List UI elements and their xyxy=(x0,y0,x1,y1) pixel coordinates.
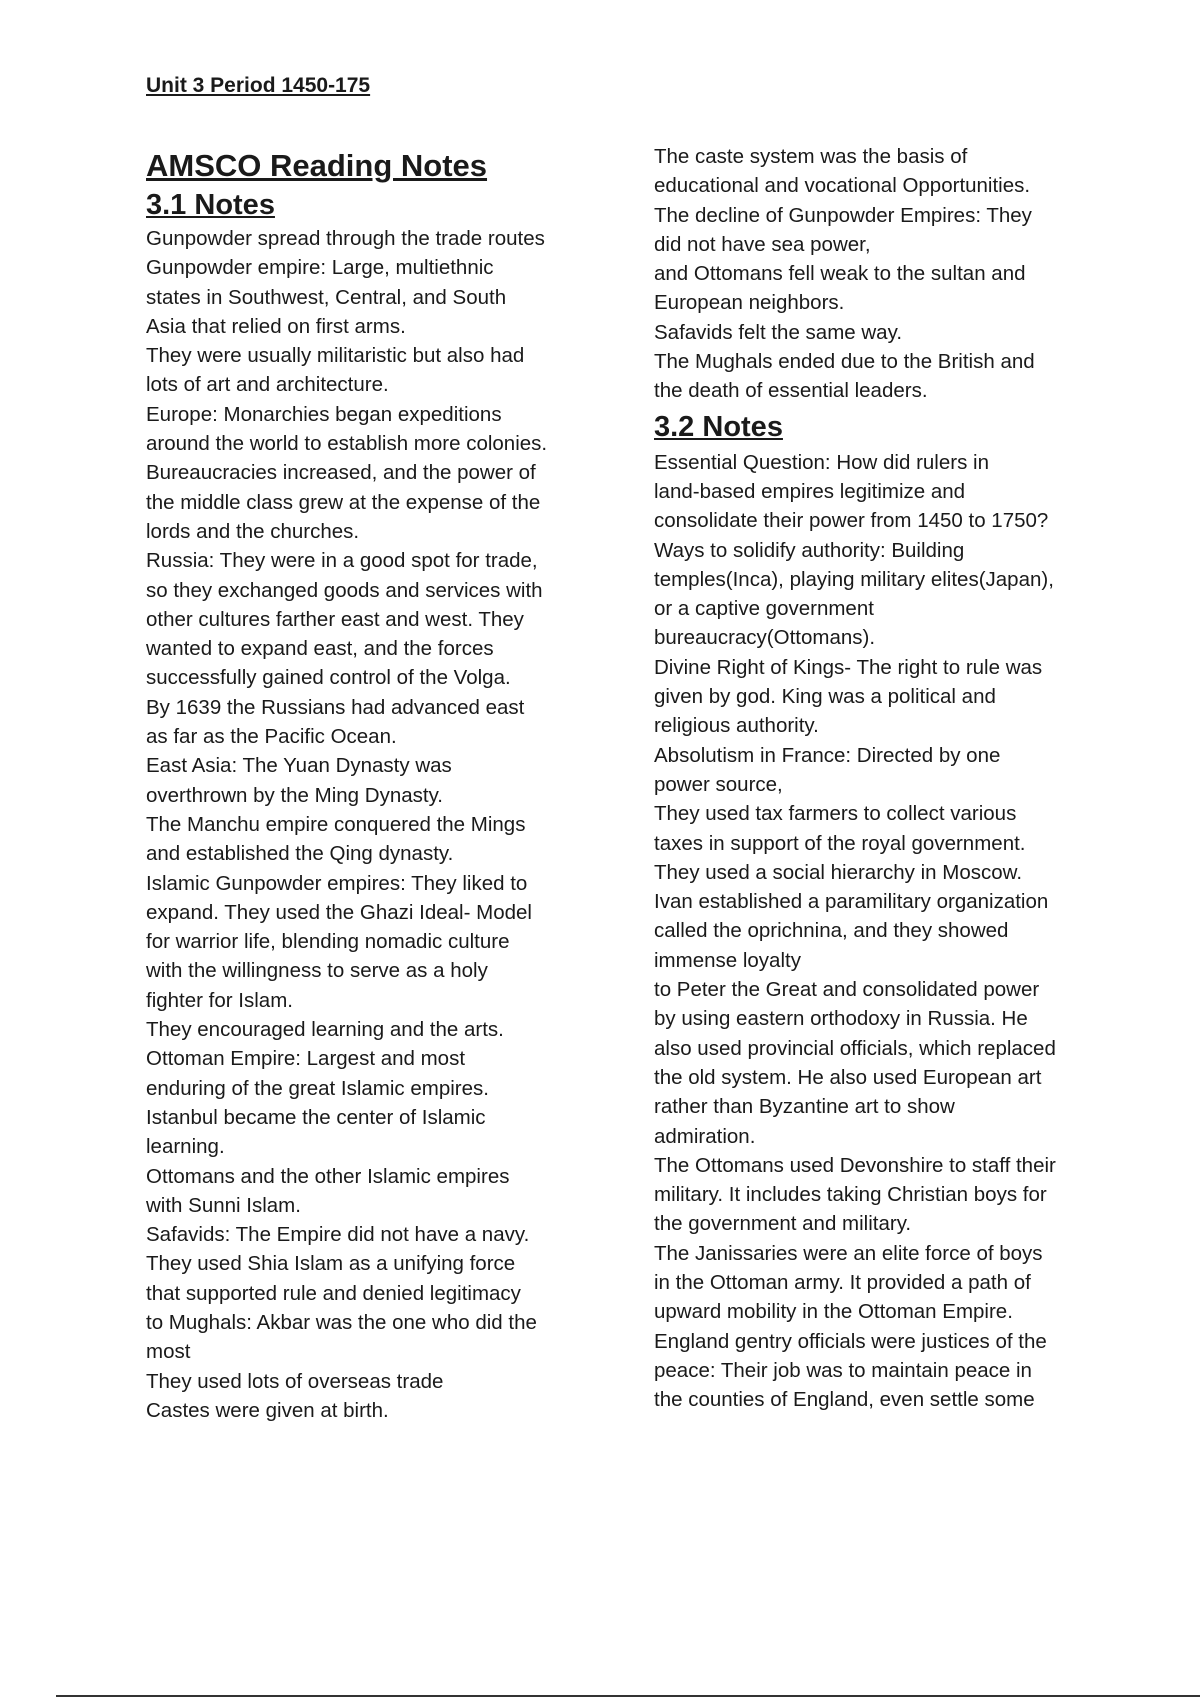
note-line: with the willingness to serve as a holy xyxy=(146,959,488,983)
note-line: learning. xyxy=(146,1135,225,1159)
note-line: They encouraged learning and the arts. xyxy=(146,1018,504,1042)
note-line: fighter for Islam. xyxy=(146,988,293,1012)
note-line: The Manchu empire conquered the Mings xyxy=(146,812,526,836)
note-line: as far as the Pacific Ocean. xyxy=(146,725,397,749)
note-line: and established the Qing dynasty. xyxy=(146,842,454,866)
note-line: Russia: They were in a good spot for trade, xyxy=(146,549,538,573)
note-line: by using eastern orthodoxy in Russia. He xyxy=(654,1007,1028,1031)
note-line: Istanbul became the center of Islamic xyxy=(146,1105,486,1129)
note-line: states in Southwest, Central, and South xyxy=(146,285,507,309)
note-line: the counties of England, even settle some xyxy=(654,1388,1035,1412)
note-line: Ivan established a paramilitary organization xyxy=(654,890,1049,914)
notes-3-2-lines xyxy=(654,448,1104,1415)
note-line: overthrown by the Ming Dynasty. xyxy=(146,783,443,807)
note-line: around the world to establish more colonies. xyxy=(146,432,548,456)
note-line: to Mughals: Akbar was the one who did the xyxy=(146,1310,537,1334)
note-line: The Ottomans used Devonshire to staff their xyxy=(654,1153,1056,1177)
note-line: Europe: Monarchies began expeditions xyxy=(146,402,502,426)
note-line: the government and military. xyxy=(654,1212,912,1236)
note-line: called the oprichnina, and they showed xyxy=(654,919,1009,943)
note-line: enduring of the great Islamic empires. xyxy=(146,1076,489,1100)
note-line: expand. They used the Ghazi Ideal- Model xyxy=(146,900,532,924)
document-title: AMSCO Reading Notes xyxy=(146,148,488,183)
note-line: Gunpowder empire: Large, multiethnic xyxy=(146,256,494,280)
note-line: bureaucracy(Ottomans). xyxy=(654,626,876,650)
note-line: lots of art and architecture. xyxy=(146,373,389,397)
note-line: land-based empires legitimize and xyxy=(654,479,966,503)
note-line: They used a social hierarchy in Moscow. xyxy=(654,860,1023,884)
note-line: for warrior life, blending nomadic culture xyxy=(146,930,510,954)
note-line: They used tax farmers to collect various xyxy=(654,802,1017,826)
note-line: power source, xyxy=(654,772,783,796)
note-line: Castes were given at birth. xyxy=(146,1398,389,1422)
note-line: Absolutism in France: Directed by one xyxy=(654,743,1001,767)
note-line: The Janissaries were an elite force of boys xyxy=(654,1241,1043,1265)
note-line: given by god. King was a political and xyxy=(654,685,996,709)
unit-title: Unit 3 Period 1450-175 xyxy=(146,74,371,97)
right-column xyxy=(654,142,1104,1414)
note-line: Ways to solidify authority: Building xyxy=(654,538,965,562)
note-line: upward mobility in the Ottoman Empire. xyxy=(654,1300,1013,1324)
note-line: rather than Byzantine art to show xyxy=(654,1095,955,1119)
note-line: taxes in support of the royal government. xyxy=(654,831,1026,855)
note-line: peace: Their job was to maintain peace in xyxy=(654,1358,1032,1382)
note-line: Divine Right of Kings- The right to rule was xyxy=(654,655,1043,679)
left-column xyxy=(146,146,596,1425)
note-line: Essential Question: How did rulers in xyxy=(654,450,989,474)
note-line: Bureaucracies increased, and the power of xyxy=(146,461,536,485)
note-line: The decline of Gunpowder Empires: They xyxy=(654,203,1032,227)
note-line: and Ottomans fell weak to the sultan and xyxy=(654,262,1026,286)
note-line: England gentry officials were justices of the xyxy=(654,1329,1047,1353)
note-line: the old system. He also used European art xyxy=(654,1065,1042,1089)
note-line: lords and the churches. xyxy=(146,519,360,543)
note-line: so they exchanged goods and services with xyxy=(146,578,543,602)
notes-3-1-continued-lines xyxy=(654,142,1104,406)
note-line: Safavids felt the same way. xyxy=(654,320,903,344)
section-heading-3-2: 3.2 Notes xyxy=(654,410,783,443)
note-line: Ottomans and the other Islamic empires xyxy=(146,1164,510,1188)
note-line: They were usually militaristic but also had xyxy=(146,344,525,368)
note-line: that supported rule and denied legitimacy xyxy=(146,1281,521,1305)
section-heading-3-1: 3.1 Notes xyxy=(146,189,275,221)
note-line: with Sunni Islam. xyxy=(146,1193,301,1217)
note-line: East Asia: The Yuan Dynasty was xyxy=(146,754,452,778)
note-line: successfully gained control of the Volga. xyxy=(146,666,511,690)
note-line: They used lots of overseas trade xyxy=(146,1369,444,1393)
note-line: Ottoman Empire: Largest and most xyxy=(146,1047,466,1071)
footer-divider xyxy=(56,1695,1200,1697)
note-line: The Mughals ended due to the British and xyxy=(654,350,1035,374)
note-line: to Peter the Great and consolidated power xyxy=(654,978,1040,1002)
note-line: By 1639 the Russians had advanced east xyxy=(146,695,525,719)
note-line: temples(Inca), playing military elites(Japan), xyxy=(654,567,1054,591)
note-line: in the Ottoman army. It provided a path of xyxy=(654,1270,1031,1294)
note-line: religious authority. xyxy=(654,714,819,738)
note-line: the death of essential leaders. xyxy=(654,379,928,403)
note-line: European neighbors. xyxy=(654,291,845,315)
note-line: the middle class grew at the expense of the xyxy=(146,490,541,514)
note-line: They used Shia Islam as a unifying force xyxy=(146,1252,516,1276)
note-line: immense loyalty xyxy=(654,948,801,972)
note-line: most xyxy=(146,1340,191,1364)
note-line: Islamic Gunpowder empires: They liked to xyxy=(146,871,528,895)
note-line: Safavids: The Empire did not have a navy. xyxy=(146,1223,530,1247)
note-line: military. It includes taking Christian boys for xyxy=(654,1183,1047,1207)
note-line: Gunpowder spread through the trade routes xyxy=(146,227,545,250)
note-line: other cultures farther east and west. They xyxy=(146,607,524,631)
note-line: did not have sea power, xyxy=(654,232,871,256)
note-line: educational and vocational Opportunities. xyxy=(654,174,1031,198)
note-line: The caste system was the basis of xyxy=(654,145,968,168)
note-line: or a captive government xyxy=(654,597,874,621)
note-line: consolidate their power from 1450 to 1750? xyxy=(654,509,1049,533)
notes-3-1-lines xyxy=(146,224,596,1425)
note-line: admiration. xyxy=(654,1124,756,1148)
note-line: Asia that relied on first arms. xyxy=(146,314,406,338)
note-line: wanted to expand east, and the forces xyxy=(146,637,494,661)
note-line: also used provincial officials, which replaced xyxy=(654,1036,1056,1060)
